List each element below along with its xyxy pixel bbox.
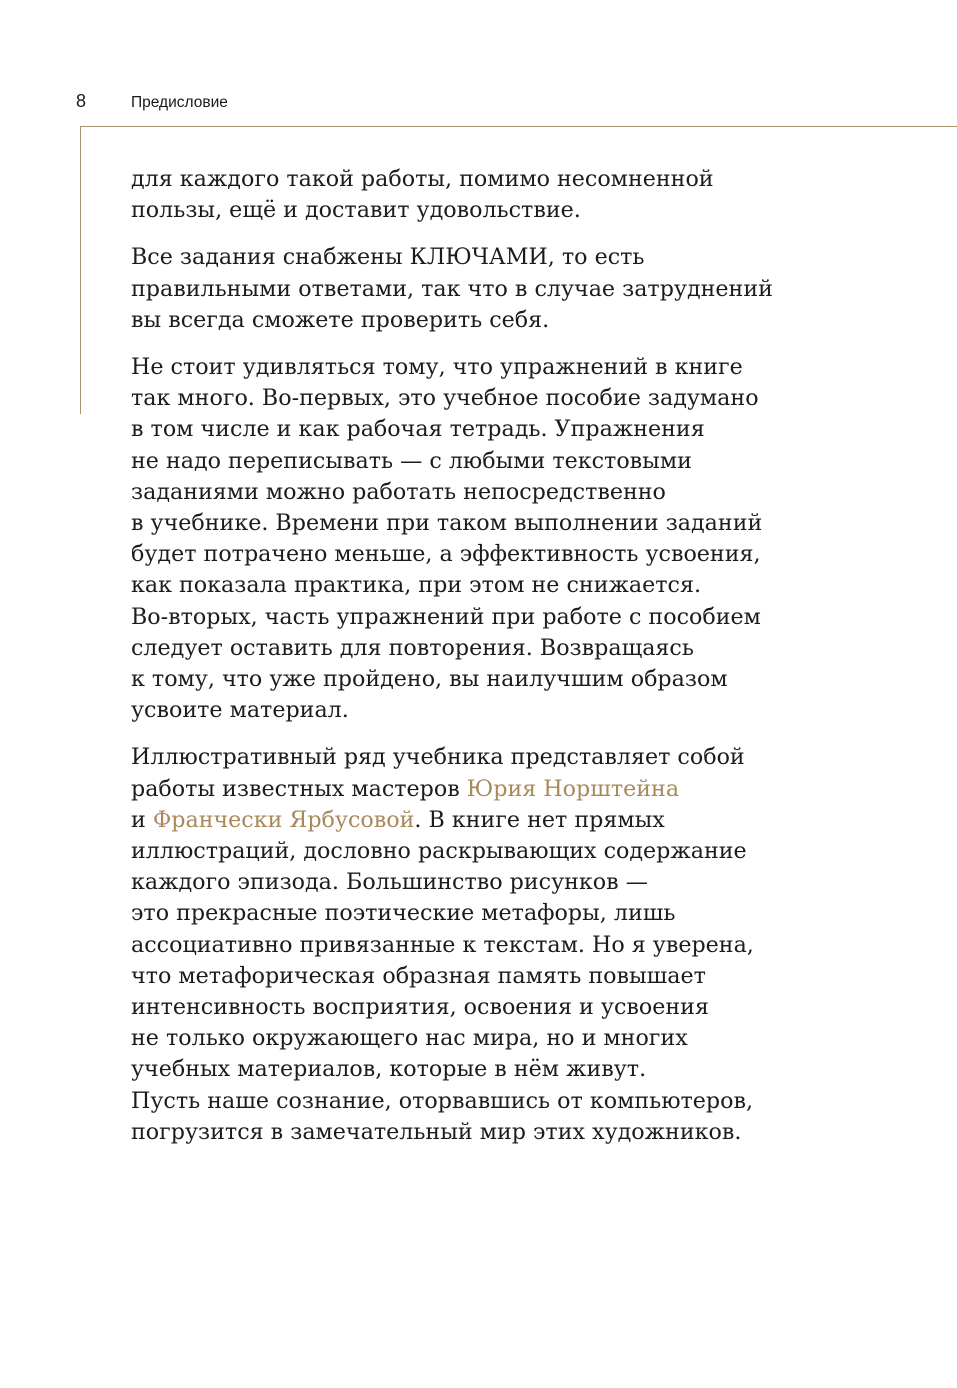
header-rule: [80, 126, 957, 127]
running-head: Предисловие: [131, 94, 228, 111]
text-line: правильными ответами, так что в случае затруднений: [131, 275, 773, 302]
text-line: это прекрасные поэтические метафоры, лишь: [131, 900, 676, 927]
text-line: [131, 774, 931, 805]
text-line: Не стоит удивляться тому, что упражнений в книге: [131, 354, 743, 381]
text-line: ассоциативно привязанные к текстам. Но я уверена,: [131, 931, 754, 958]
text-line: Во-вторых, часть упражнений при работе с пособием: [131, 603, 761, 630]
paragraph-4: [131, 742, 931, 1148]
text-line: усвоите материал.: [131, 697, 349, 724]
text-line: Пусть наше сознание, оторвавшись от компьютеров,: [131, 1087, 754, 1114]
text-line: будет потрачено меньше, а эффективность усвоения,: [131, 541, 761, 568]
text-line: в том числе и как рабочая тетрадь. Упражнения: [131, 416, 705, 443]
text-segment: . В книге нет прямых: [414, 806, 665, 833]
margin-rule: [80, 126, 81, 414]
text-line: Иллюстративный ряд учебника представляет собой: [131, 744, 745, 771]
text-line: интенсивность восприятия, освоения и усвоения: [131, 994, 709, 1021]
text-segment: и: [131, 806, 153, 833]
text-line: погрузится в замечательный мир этих художников.: [131, 1118, 742, 1145]
text-line: Все задания снабжены КЛЮЧАМИ, то есть: [131, 244, 645, 271]
text-line: как показала практика, при этом не снижается.: [131, 572, 702, 599]
paragraph-3: [131, 352, 931, 726]
text-line: что метафорическая образная память повышает: [131, 962, 706, 989]
text-line: [131, 805, 931, 836]
text-line: не надо переписывать — с любыми текстовыми: [131, 447, 692, 474]
artist-name-norshtein: Юрия Норштейна: [466, 775, 680, 802]
text-line: учебных материалов, которые в нём живут.: [131, 1056, 647, 1083]
text-line: заданиями можно работать непосредственно: [131, 478, 666, 505]
text-line: иллюстраций, дословно раскрывающих содержание: [131, 838, 747, 865]
text-line: каждого эпизода. Большинство рисунков —: [131, 869, 648, 896]
paragraph-1: [131, 164, 931, 226]
text-segment: работы известных мастеров: [131, 775, 467, 802]
text-line: так много. Во-первых, это учебное пособие задумано: [131, 385, 759, 412]
text-line: пользы, ещё и доставит удовольствие.: [131, 197, 581, 224]
text-line: к тому, что уже пройдено, вы наилучшим образом: [131, 666, 728, 693]
artist-name-yarbusova: Франчески Ярбусовой: [152, 806, 415, 833]
page-number: 8: [76, 91, 87, 111]
text-line: вы всегда сможете проверить себя.: [131, 306, 550, 333]
body-text: [131, 164, 931, 1164]
text-line: в учебнике. Времени при таком выполнении заданий: [131, 510, 763, 537]
text-line: не только окружающего нас мира, но и многих: [131, 1025, 688, 1052]
text-line: для каждого такой работы, помимо несомненной: [131, 166, 714, 192]
text-line: следует оставить для повторения. Возвращаясь: [131, 634, 694, 661]
paragraph-2: [131, 242, 931, 336]
